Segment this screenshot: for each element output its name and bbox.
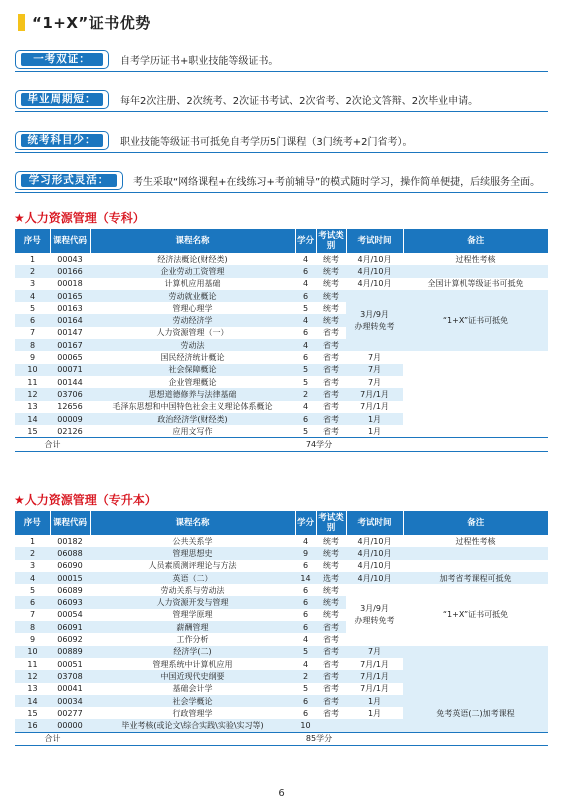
cell-no: 6	[15, 314, 50, 326]
cell-no: 15	[15, 425, 50, 438]
cell-note	[403, 265, 548, 277]
table-row	[15, 351, 548, 363]
cell-type: 省考	[316, 695, 346, 707]
cell-code: 00043	[50, 253, 90, 265]
cell-time: 1月	[346, 425, 403, 438]
cell-credit: 5	[295, 302, 316, 314]
cell-time: 4月/10月	[346, 278, 403, 290]
cell-no: 12	[15, 388, 50, 400]
cell-credit: 4	[295, 633, 316, 645]
cell-credit: 6	[295, 327, 316, 339]
cell-no: 2	[15, 547, 50, 559]
cell-credit: 5	[295, 425, 316, 438]
cell-name: 劳动就业概论	[90, 290, 295, 302]
page-title: “1+X”证书优势	[32, 14, 151, 32]
cell-name: 企业管理概论	[90, 376, 295, 388]
cell-type: 统考	[316, 253, 346, 265]
merged-time-line1: 3月/9月	[360, 603, 389, 613]
advantage-label: 学习形式灵活：	[21, 174, 117, 187]
merged-time-line2: 办理转免考	[354, 321, 395, 331]
header-time: 考试时间	[346, 511, 403, 535]
cell-name: 毛泽东思想和中国特色社会主义理论体系概论	[90, 401, 295, 413]
cell-note-empty	[403, 646, 548, 695]
cell-credit: 4	[295, 535, 316, 547]
cell-no: 12	[15, 670, 50, 682]
cell-credit: 6	[295, 413, 316, 425]
cell-time: 7月/1月	[346, 683, 403, 695]
cell-credit: 4	[295, 253, 316, 265]
cell-type: 统考	[316, 560, 346, 572]
table-header-row	[15, 229, 548, 253]
merged-note-cell: “1+X”证书可抵免	[403, 584, 548, 645]
cell-name: 毕业考核(或论文\综合实践\实验\实习等)	[90, 719, 295, 732]
advantage-label: 统考科目少：	[21, 134, 103, 147]
cell-code: 00164	[50, 314, 90, 326]
cell-note: 加考省考课程可抵免	[403, 572, 548, 584]
table-row	[15, 547, 548, 559]
cell-name: 中国近现代史纲要	[90, 670, 295, 682]
cell-type: 省考	[316, 327, 346, 339]
cell-code: 03708	[50, 670, 90, 682]
cell-code: 12656	[50, 401, 90, 413]
cell-name: 人员素质测评理论与方法	[90, 560, 295, 572]
cell-no: 1	[15, 253, 50, 265]
cell-time: 1月	[346, 413, 403, 425]
cell-type: 省考	[316, 646, 346, 658]
advantage-divider	[15, 152, 548, 153]
cell-credit: 4	[295, 314, 316, 326]
cell-credit: 5	[295, 646, 316, 658]
cell-code: 00065	[50, 351, 90, 363]
cell-name: 政治经济学(财经类)	[90, 413, 295, 425]
cell-no: 9	[15, 633, 50, 645]
cell-credit: 9	[295, 547, 316, 559]
advantage-label-box	[15, 90, 109, 109]
advantage-row-1	[15, 50, 548, 70]
cell-no: 11	[15, 658, 50, 670]
cell-credit: 10	[295, 719, 316, 732]
header-type: 考试类别	[316, 229, 346, 253]
cell-type: 统考	[316, 609, 346, 621]
merged-time-cell	[346, 584, 403, 645]
section-title-zhuanke: ★人力资源管理（专科）	[14, 211, 145, 225]
cell-credit: 6	[295, 351, 316, 363]
cell-name: 社会保障概论	[90, 364, 295, 376]
header-credit: 学分	[295, 229, 316, 253]
cell-no: 4	[15, 290, 50, 302]
advantage-label-box	[15, 131, 109, 150]
cell-credit: 4	[295, 658, 316, 670]
cell-name: 经济法概论(财经类)	[90, 253, 295, 265]
cell-code: 00041	[50, 683, 90, 695]
cell-no: 7	[15, 609, 50, 621]
total-value: 85学分	[90, 732, 548, 745]
cell-code: 00015	[50, 572, 90, 584]
advantage-divider	[15, 71, 548, 72]
cell-code: 06089	[50, 584, 90, 596]
header-code: 课程代码	[50, 229, 90, 253]
cell-code: 06090	[50, 560, 90, 572]
cell-note: 过程性考核	[403, 253, 548, 265]
cell-no: 3	[15, 560, 50, 572]
cell-credit: 6	[295, 265, 316, 277]
table-row	[15, 695, 548, 707]
cell-name: 薪酬管理	[90, 621, 295, 633]
cell-type: 省考	[316, 413, 346, 425]
cell-credit: 5	[295, 364, 316, 376]
page-number: 6	[278, 788, 285, 799]
header-no: 序号	[15, 229, 50, 253]
table-header-row	[15, 511, 548, 535]
cell-credit: 14	[295, 572, 316, 584]
cell-credit: 6	[295, 290, 316, 302]
cell-time: 7月/1月	[346, 670, 403, 682]
cell-type: 省考	[316, 376, 346, 388]
cell-type: 统考	[316, 278, 346, 290]
cell-type: 省考	[316, 707, 346, 719]
cell-credit: 6	[295, 707, 316, 719]
cell-name: 公共关系学	[90, 535, 295, 547]
cell-code: 00167	[50, 339, 90, 351]
cell-note: 过程性考核	[403, 535, 548, 547]
cell-no: 14	[15, 413, 50, 425]
cell-code: 02126	[50, 425, 90, 438]
header-code: 课程代码	[50, 511, 90, 535]
cell-name: 人力资源管理（一）	[90, 327, 295, 339]
cell-name: 经济学(二)	[90, 646, 295, 658]
advantage-label: 毕业周期短：	[21, 93, 103, 106]
cell-code: 06088	[50, 547, 90, 559]
cell-credit: 6	[295, 596, 316, 608]
cell-code: 00000	[50, 719, 90, 732]
cell-code: 00277	[50, 707, 90, 719]
cell-credit: 5	[295, 376, 316, 388]
header-time: 考试时间	[346, 229, 403, 253]
cell-no: 10	[15, 646, 50, 658]
merged-time-line2: 办理转免考	[354, 615, 395, 625]
cell-note-empty	[403, 351, 548, 438]
cell-code: 00182	[50, 535, 90, 547]
cell-time	[346, 719, 403, 732]
cell-name: 企业劳动工资管理	[90, 265, 295, 277]
cell-type: 省考	[316, 339, 346, 351]
cell-type: 统考	[316, 584, 346, 596]
cell-code: 06093	[50, 596, 90, 608]
cell-no: 6	[15, 596, 50, 608]
table-row	[15, 278, 548, 290]
header-name: 课程名称	[90, 229, 295, 253]
course-table-zhuanshengben	[15, 511, 548, 746]
cell-type: 统考	[316, 535, 346, 547]
cell-code: 00166	[50, 265, 90, 277]
cell-no: 15	[15, 707, 50, 719]
cell-name: 管理系统中计算机应用	[90, 658, 295, 670]
cell-no: 9	[15, 351, 50, 363]
header-type: 考试类别	[316, 511, 346, 535]
cell-time: 7月/1月	[346, 658, 403, 670]
table-row	[15, 535, 548, 547]
cell-code: 00051	[50, 658, 90, 670]
table-row	[15, 290, 548, 302]
cell-code: 00144	[50, 376, 90, 388]
cell-name: 人力资源开发与管理	[90, 596, 295, 608]
cell-type: 省考	[316, 351, 346, 363]
cell-code: 06092	[50, 633, 90, 645]
cell-type: 统考	[316, 302, 346, 314]
cell-name: 行政管理学	[90, 707, 295, 719]
cell-code: 00165	[50, 290, 90, 302]
cell-note: 全国计算机等级证书可抵免	[403, 278, 548, 290]
cell-no: 5	[15, 584, 50, 596]
cell-credit: 4	[295, 401, 316, 413]
cell-time: 1月	[346, 695, 403, 707]
advantage-label-box	[15, 50, 109, 69]
cell-time: 4月/10月	[346, 572, 403, 584]
cell-no: 8	[15, 339, 50, 351]
table-row	[15, 646, 548, 658]
cell-no: 3	[15, 278, 50, 290]
cell-type: 统考	[316, 314, 346, 326]
cell-type: 省考	[316, 633, 346, 645]
cell-type: 选考	[316, 572, 346, 584]
title-accent-bar	[18, 14, 25, 31]
cell-type: 统考	[316, 547, 346, 559]
cell-no: 2	[15, 265, 50, 277]
advantage-row-3	[15, 131, 548, 151]
cell-name: 应用文写作	[90, 425, 295, 438]
cell-type: 省考	[316, 388, 346, 400]
cell-type: 统考	[316, 290, 346, 302]
cell-type: 省考	[316, 658, 346, 670]
cell-name: 管理学原理	[90, 609, 295, 621]
cell-code: 00009	[50, 413, 90, 425]
cell-no: 14	[15, 695, 50, 707]
cell-credit: 5	[295, 683, 316, 695]
cell-name: 国民经济统计概论	[90, 351, 295, 363]
header-credit: 学分	[295, 511, 316, 535]
cell-time: 4月/10月	[346, 265, 403, 277]
cell-type: 省考	[316, 670, 346, 682]
cell-no: 13	[15, 683, 50, 695]
cell-time: 7月	[346, 351, 403, 363]
total-label: 合计	[15, 438, 90, 451]
cell-note	[403, 560, 548, 572]
advantage-row-2	[15, 90, 548, 110]
cell-type: 省考	[316, 683, 346, 695]
cell-credit: 4	[295, 278, 316, 290]
cell-time: 1月	[346, 707, 403, 719]
cell-name: 社会学概论	[90, 695, 295, 707]
cell-code: 00018	[50, 278, 90, 290]
cell-credit: 4	[295, 339, 316, 351]
header-note: 备注	[403, 229, 548, 253]
advantage-label: 一考双证：	[21, 53, 103, 66]
cell-credit: 6	[295, 584, 316, 596]
table-row	[15, 253, 548, 265]
cell-time: 7月	[346, 646, 403, 658]
cell-name: 管理思想史	[90, 547, 295, 559]
cell-no: 1	[15, 535, 50, 547]
cell-type: 省考	[316, 364, 346, 376]
cell-name: 劳动法	[90, 339, 295, 351]
cell-name: 思想道德修养与法律基础	[90, 388, 295, 400]
cell-time: 7月	[346, 364, 403, 376]
cell-name: 劳动经济学	[90, 314, 295, 326]
cell-no: 11	[15, 376, 50, 388]
cell-name: 劳动关系与劳动法	[90, 584, 295, 596]
cell-type: 省考	[316, 401, 346, 413]
cell-code: 00147	[50, 327, 90, 339]
advantage-label-box	[15, 171, 123, 190]
cell-no: 7	[15, 327, 50, 339]
cell-credit: 2	[295, 670, 316, 682]
cell-credit: 6	[295, 609, 316, 621]
merged-note-cell: “1+X”证书可抵免	[403, 290, 548, 351]
cell-no: 13	[15, 401, 50, 413]
cell-time: 7月/1月	[346, 401, 403, 413]
course-table-zhuanke	[15, 229, 548, 452]
cell-code: 00163	[50, 302, 90, 314]
cell-credit: 2	[295, 388, 316, 400]
cell-no: 16	[15, 719, 50, 732]
table-row	[15, 560, 548, 572]
header-name: 课程名称	[90, 511, 295, 535]
table-row	[15, 572, 548, 584]
cell-credit: 6	[295, 560, 316, 572]
total-label: 合计	[15, 732, 90, 745]
cell-code: 00071	[50, 364, 90, 376]
table-total-row	[15, 438, 548, 451]
merged-time-line1: 3月/9月	[360, 309, 389, 319]
cell-time: 4月/10月	[346, 253, 403, 265]
cell-code: 03706	[50, 388, 90, 400]
advantage-text: 自考学历证书+职业技能等级证书。	[120, 56, 279, 67]
cell-time: 7月	[346, 376, 403, 388]
advantage-row-4	[15, 171, 548, 191]
cell-type: 统考	[316, 265, 346, 277]
cell-no: 8	[15, 621, 50, 633]
merged-note-cell-b: 免考英语(二)加考课程	[403, 695, 548, 732]
total-value: 74学分	[90, 438, 548, 451]
cell-code: 06091	[50, 621, 90, 633]
cell-name: 英语（二）	[90, 572, 295, 584]
cell-time: 4月/10月	[346, 535, 403, 547]
cell-type	[316, 719, 346, 732]
cell-time: 4月/10月	[346, 560, 403, 572]
header-no: 序号	[15, 511, 50, 535]
cell-name: 基础会计学	[90, 683, 295, 695]
cell-credit: 6	[295, 621, 316, 633]
cell-time: 4月/10月	[346, 547, 403, 559]
table-total-row	[15, 732, 548, 745]
cell-name: 计算机应用基础	[90, 278, 295, 290]
cell-type: 统考	[316, 596, 346, 608]
cell-note	[403, 547, 548, 559]
advantage-divider	[15, 111, 548, 112]
cell-time: 7月/1月	[346, 388, 403, 400]
advantage-text: 职业技能等级证书可抵免自考学历5门课程（3门统考+2门省考）。	[120, 137, 413, 148]
cell-code: 00034	[50, 695, 90, 707]
merged-time-cell	[346, 290, 403, 351]
advantage-text: 每年2次注册、2次统考、2次证书考试、2次省考、2次论文答辩、2次毕业申请。	[120, 96, 479, 107]
cell-credit: 6	[295, 695, 316, 707]
cell-no: 5	[15, 302, 50, 314]
header-note: 备注	[403, 511, 548, 535]
cell-type: 省考	[316, 425, 346, 438]
cell-no: 10	[15, 364, 50, 376]
cell-type: 省考	[316, 621, 346, 633]
table-row	[15, 584, 548, 596]
cell-no: 4	[15, 572, 50, 584]
table-row	[15, 265, 548, 277]
cell-code: 00889	[50, 646, 90, 658]
section-title-zhuanshengben: ★人力资源管理（专升本）	[14, 493, 157, 507]
advantage-text: 考生采取“网络课程+在线练习+考前辅导”的模式随时学习，操作简单便捷，后续服务全面。	[133, 177, 541, 188]
advantage-divider	[15, 192, 548, 193]
cell-name: 管理心理学	[90, 302, 295, 314]
cell-name: 工作分析	[90, 633, 295, 645]
cell-code: 00054	[50, 609, 90, 621]
